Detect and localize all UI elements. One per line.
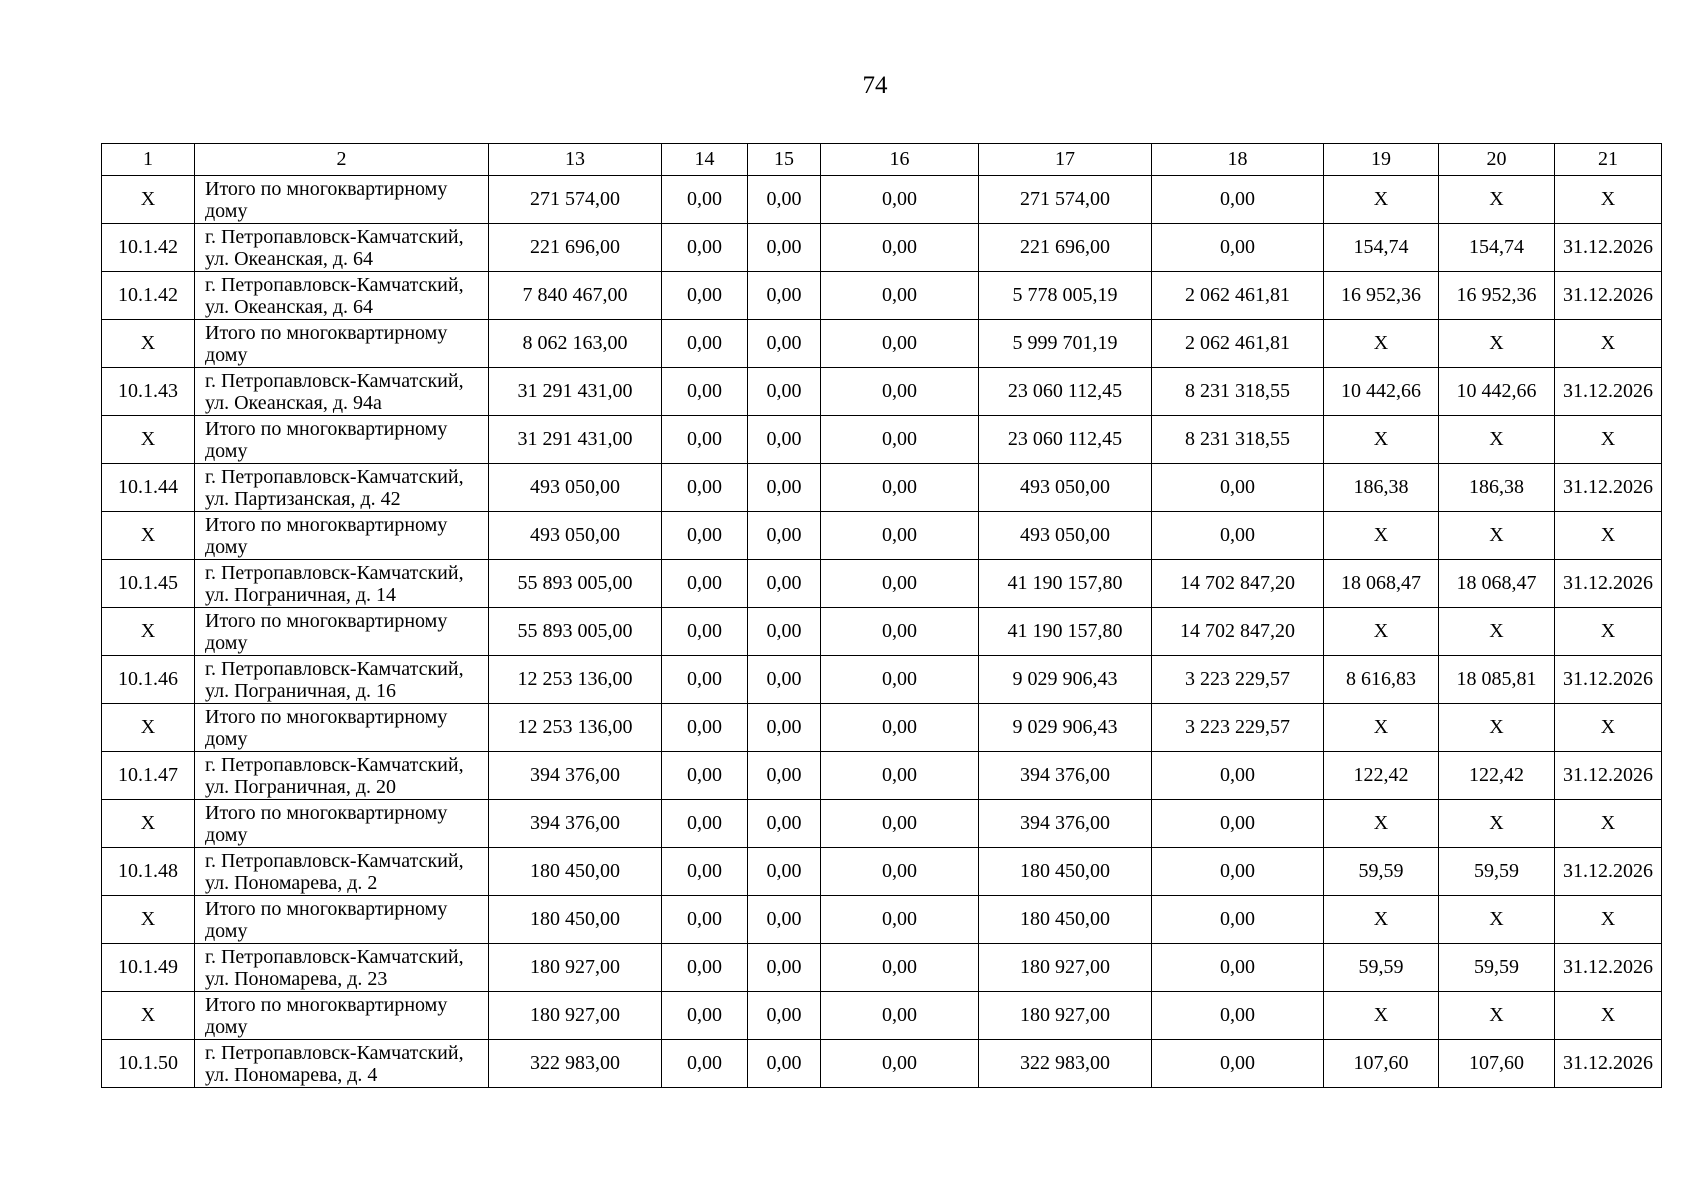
row-id-cell: 10.1.47 — [102, 752, 195, 800]
value-cell: 0,00 — [1152, 224, 1324, 272]
value-cell: 9 029 906,43 — [979, 656, 1152, 704]
value-cell: 0,00 — [821, 368, 979, 416]
value-cell: 0,00 — [662, 800, 748, 848]
address-cell: г. Петропавловск-Камчатский, ул. Океанская, д. 94а — [195, 368, 489, 416]
value-cell: 9 029 906,43 — [979, 704, 1152, 752]
value-cell: 0,00 — [821, 800, 979, 848]
table-row — [102, 512, 1662, 560]
table-row — [102, 944, 1662, 992]
column-number-cell: 13 — [489, 144, 662, 176]
value-cell: Х — [1439, 416, 1555, 464]
value-cell: 31.12.2026 — [1555, 368, 1662, 416]
value-cell: 0,00 — [748, 992, 821, 1040]
value-cell: 0,00 — [748, 320, 821, 368]
address-cell: г. Петропавловск-Камчатский, ул. Океанская, д. 64 — [195, 272, 489, 320]
value-cell: 0,00 — [821, 752, 979, 800]
row-id-cell: 10.1.44 — [102, 464, 195, 512]
address-cell: г. Петропавловск-Камчатский, ул. Пограничная, д. 14 — [195, 560, 489, 608]
value-cell: 0,00 — [748, 944, 821, 992]
table-row — [102, 800, 1662, 848]
value-cell: 0,00 — [821, 464, 979, 512]
address-cell: Итого по многоквартирному дому — [195, 800, 489, 848]
value-cell: 122,42 — [1324, 752, 1439, 800]
value-cell: 493 050,00 — [979, 512, 1152, 560]
value-cell: 0,00 — [821, 1040, 979, 1088]
value-cell: 8 062 163,00 — [489, 320, 662, 368]
value-cell: 493 050,00 — [979, 464, 1152, 512]
column-number-cell: 20 — [1439, 144, 1555, 176]
value-cell: 23 060 112,45 — [979, 368, 1152, 416]
value-cell: 180 927,00 — [489, 944, 662, 992]
value-cell: 31.12.2026 — [1555, 752, 1662, 800]
value-cell: 180 450,00 — [979, 848, 1152, 896]
value-cell: 59,59 — [1324, 848, 1439, 896]
table-row — [102, 224, 1662, 272]
value-cell: 0,00 — [748, 560, 821, 608]
value-cell: Х — [1439, 320, 1555, 368]
row-id-cell: 10.1.48 — [102, 848, 195, 896]
value-cell: Х — [1324, 512, 1439, 560]
row-id-cell: Х — [102, 800, 195, 848]
value-cell: 0,00 — [1152, 944, 1324, 992]
value-cell: 0,00 — [1152, 512, 1324, 560]
value-cell: 0,00 — [1152, 464, 1324, 512]
value-cell: 0,00 — [1152, 800, 1324, 848]
value-cell: 0,00 — [662, 944, 748, 992]
value-cell: 31.12.2026 — [1555, 1040, 1662, 1088]
value-cell: 0,00 — [748, 848, 821, 896]
row-id-cell: 10.1.49 — [102, 944, 195, 992]
value-cell: 394 376,00 — [489, 800, 662, 848]
value-cell: Х — [1555, 800, 1662, 848]
value-cell: 180 450,00 — [489, 896, 662, 944]
value-cell: 41 190 157,80 — [979, 608, 1152, 656]
column-number-cell: 2 — [195, 144, 489, 176]
value-cell: 0,00 — [662, 752, 748, 800]
value-cell: 0,00 — [821, 416, 979, 464]
row-id-cell: Х — [102, 176, 195, 224]
value-cell: 0,00 — [662, 656, 748, 704]
value-cell: 0,00 — [821, 848, 979, 896]
value-cell: 394 376,00 — [489, 752, 662, 800]
value-cell: 31.12.2026 — [1555, 848, 1662, 896]
column-number-cell: 19 — [1324, 144, 1439, 176]
value-cell: 0,00 — [821, 896, 979, 944]
table-body — [102, 144, 1662, 1088]
value-cell: 2 062 461,81 — [1152, 320, 1324, 368]
value-cell: 55 893 005,00 — [489, 608, 662, 656]
value-cell: 0,00 — [821, 656, 979, 704]
value-cell: 394 376,00 — [979, 752, 1152, 800]
table-row — [102, 752, 1662, 800]
row-id-cell: Х — [102, 512, 195, 560]
value-cell: 0,00 — [662, 992, 748, 1040]
row-id-cell: 10.1.42 — [102, 224, 195, 272]
value-cell: 0,00 — [748, 416, 821, 464]
value-cell: 16 952,36 — [1439, 272, 1555, 320]
value-cell: 59,59 — [1324, 944, 1439, 992]
value-cell: 31 291 431,00 — [489, 416, 662, 464]
value-cell: 2 062 461,81 — [1152, 272, 1324, 320]
table-row — [102, 1040, 1662, 1088]
page-number: 74 — [862, 72, 888, 99]
value-cell: 0,00 — [748, 272, 821, 320]
column-number-cell: 15 — [748, 144, 821, 176]
table-row — [102, 464, 1662, 512]
value-cell: 0,00 — [662, 416, 748, 464]
table-row — [102, 704, 1662, 752]
value-cell: 0,00 — [662, 848, 748, 896]
table-row — [102, 560, 1662, 608]
address-cell: Итого по многоквартирному дому — [195, 608, 489, 656]
value-cell: Х — [1324, 800, 1439, 848]
value-cell: 31.12.2026 — [1555, 560, 1662, 608]
value-cell: 18 068,47 — [1324, 560, 1439, 608]
value-cell: Х — [1555, 320, 1662, 368]
column-number-cell: 18 — [1152, 144, 1324, 176]
value-cell: 0,00 — [1152, 752, 1324, 800]
value-cell: 0,00 — [821, 272, 979, 320]
value-cell: 271 574,00 — [979, 176, 1152, 224]
value-cell: 31 291 431,00 — [489, 368, 662, 416]
table-row — [102, 608, 1662, 656]
value-cell: 5 999 701,19 — [979, 320, 1152, 368]
address-cell: г. Петропавловск-Камчатский, ул. Пономарева, д. 23 — [195, 944, 489, 992]
value-cell: 186,38 — [1439, 464, 1555, 512]
value-cell: 31.12.2026 — [1555, 272, 1662, 320]
value-cell: 0,00 — [821, 560, 979, 608]
value-cell: 8 231 318,55 — [1152, 416, 1324, 464]
value-cell: 16 952,36 — [1324, 272, 1439, 320]
value-cell: 55 893 005,00 — [489, 560, 662, 608]
value-cell: 180 450,00 — [489, 848, 662, 896]
value-cell: Х — [1555, 704, 1662, 752]
value-cell: 0,00 — [821, 512, 979, 560]
value-cell: 0,00 — [662, 1040, 748, 1088]
value-cell: 322 983,00 — [979, 1040, 1152, 1088]
value-cell: 3 223 229,57 — [1152, 656, 1324, 704]
value-cell: 14 702 847,20 — [1152, 608, 1324, 656]
value-cell: 0,00 — [662, 272, 748, 320]
value-cell: 0,00 — [748, 512, 821, 560]
value-cell: 122,42 — [1439, 752, 1555, 800]
table-row — [102, 320, 1662, 368]
address-cell: Итого по многоквартирному дому — [195, 320, 489, 368]
table-row — [102, 896, 1662, 944]
table-row — [102, 992, 1662, 1040]
address-cell: г. Петропавловск-Камчатский, ул. Пограничная, д. 16 — [195, 656, 489, 704]
value-cell: 271 574,00 — [489, 176, 662, 224]
value-cell: Х — [1324, 416, 1439, 464]
value-cell: 186,38 — [1324, 464, 1439, 512]
value-cell: 0,00 — [662, 224, 748, 272]
address-cell: Итого по многоквартирному дому — [195, 896, 489, 944]
value-cell: Х — [1324, 176, 1439, 224]
value-cell: 107,60 — [1324, 1040, 1439, 1088]
value-cell: 0,00 — [748, 608, 821, 656]
value-cell: 0,00 — [662, 176, 748, 224]
row-id-cell: Х — [102, 416, 195, 464]
address-cell: Итого по многоквартирному дому — [195, 512, 489, 560]
value-cell: Х — [1439, 512, 1555, 560]
value-cell: 493 050,00 — [489, 464, 662, 512]
row-id-cell: 10.1.45 — [102, 560, 195, 608]
value-cell: 0,00 — [662, 896, 748, 944]
data-table — [101, 143, 1662, 1088]
value-cell: 0,00 — [821, 944, 979, 992]
value-cell: 31.12.2026 — [1555, 464, 1662, 512]
value-cell: 0,00 — [662, 704, 748, 752]
value-cell: 0,00 — [662, 608, 748, 656]
value-cell: 180 927,00 — [979, 944, 1152, 992]
value-cell: 180 450,00 — [979, 896, 1152, 944]
value-cell: 0,00 — [748, 1040, 821, 1088]
value-cell: 0,00 — [748, 656, 821, 704]
address-cell: г. Петропавловск-Камчатский, ул. Партизанская, д. 42 — [195, 464, 489, 512]
value-cell: 180 927,00 — [979, 992, 1152, 1040]
value-cell: 0,00 — [748, 704, 821, 752]
table-row — [102, 272, 1662, 320]
row-id-cell: Х — [102, 320, 195, 368]
value-cell: 0,00 — [821, 320, 979, 368]
value-cell: 0,00 — [662, 464, 748, 512]
value-cell: 31.12.2026 — [1555, 656, 1662, 704]
row-id-cell: 10.1.50 — [102, 1040, 195, 1088]
value-cell: 0,00 — [821, 608, 979, 656]
row-id-cell: Х — [102, 704, 195, 752]
value-cell: 221 696,00 — [489, 224, 662, 272]
address-cell: г. Петропавловск-Камчатский, ул. Океанская, д. 64 — [195, 224, 489, 272]
column-number-cell: 1 — [102, 144, 195, 176]
value-cell: 0,00 — [748, 896, 821, 944]
address-cell: Итого по многоквартирному дому — [195, 704, 489, 752]
value-cell: Х — [1439, 800, 1555, 848]
value-cell: Х — [1324, 704, 1439, 752]
value-cell: 0,00 — [748, 176, 821, 224]
value-cell: 31.12.2026 — [1555, 224, 1662, 272]
row-id-cell: 10.1.46 — [102, 656, 195, 704]
column-number-row — [102, 144, 1662, 176]
value-cell: 41 190 157,80 — [979, 560, 1152, 608]
value-cell: 10 442,66 — [1324, 368, 1439, 416]
column-number-cell: 16 — [821, 144, 979, 176]
value-cell: 5 778 005,19 — [979, 272, 1152, 320]
value-cell: 221 696,00 — [979, 224, 1152, 272]
value-cell: 31.12.2026 — [1555, 944, 1662, 992]
value-cell: 180 927,00 — [489, 992, 662, 1040]
row-id-cell: 10.1.43 — [102, 368, 195, 416]
value-cell: Х — [1439, 704, 1555, 752]
value-cell: 0,00 — [821, 176, 979, 224]
value-cell: 0,00 — [1152, 176, 1324, 224]
column-number-cell: 14 — [662, 144, 748, 176]
value-cell: 0,00 — [1152, 848, 1324, 896]
value-cell: Х — [1555, 992, 1662, 1040]
value-cell: 0,00 — [662, 320, 748, 368]
value-cell: 0,00 — [662, 368, 748, 416]
value-cell: 0,00 — [748, 368, 821, 416]
value-cell: 8 616,83 — [1324, 656, 1439, 704]
value-cell: 18 068,47 — [1439, 560, 1555, 608]
table-row — [102, 416, 1662, 464]
value-cell: 0,00 — [1152, 896, 1324, 944]
value-cell: 59,59 — [1439, 944, 1555, 992]
value-cell: 0,00 — [1152, 992, 1324, 1040]
address-cell: г. Петропавловск-Камчатский, ул. Пограничная, д. 20 — [195, 752, 489, 800]
value-cell: 0,00 — [748, 800, 821, 848]
column-number-cell: 17 — [979, 144, 1152, 176]
value-cell: 154,74 — [1324, 224, 1439, 272]
value-cell: 23 060 112,45 — [979, 416, 1152, 464]
address-cell: г. Петропавловск-Камчатский, ул. Пономарева, д. 2 — [195, 848, 489, 896]
value-cell: 18 085,81 — [1439, 656, 1555, 704]
value-cell: 0,00 — [662, 512, 748, 560]
value-cell: 154,74 — [1439, 224, 1555, 272]
value-cell: Х — [1324, 608, 1439, 656]
address-cell: Итого по многоквартирному дому — [195, 992, 489, 1040]
value-cell: 0,00 — [1152, 1040, 1324, 1088]
value-cell: Х — [1439, 896, 1555, 944]
value-cell: Х — [1439, 176, 1555, 224]
value-cell: 0,00 — [748, 752, 821, 800]
value-cell: Х — [1555, 176, 1662, 224]
table-row — [102, 368, 1662, 416]
value-cell: 0,00 — [821, 992, 979, 1040]
value-cell: 0,00 — [748, 464, 821, 512]
row-id-cell: Х — [102, 992, 195, 1040]
value-cell: Х — [1439, 608, 1555, 656]
address-cell: Итого по многоквартирному дому — [195, 416, 489, 464]
value-cell: Х — [1324, 320, 1439, 368]
value-cell: 8 231 318,55 — [1152, 368, 1324, 416]
table-row — [102, 656, 1662, 704]
value-cell: Х — [1555, 512, 1662, 560]
value-cell: Х — [1324, 992, 1439, 1040]
value-cell: 59,59 — [1439, 848, 1555, 896]
value-cell: 0,00 — [748, 224, 821, 272]
row-id-cell: Х — [102, 608, 195, 656]
table-row — [102, 848, 1662, 896]
value-cell: 0,00 — [821, 224, 979, 272]
address-cell: Итого по многоквартирному дому — [195, 176, 489, 224]
value-cell: Х — [1555, 416, 1662, 464]
value-cell: 0,00 — [662, 560, 748, 608]
value-cell: Х — [1555, 608, 1662, 656]
value-cell: Х — [1439, 992, 1555, 1040]
row-id-cell: 10.1.42 — [102, 272, 195, 320]
value-cell: Х — [1555, 896, 1662, 944]
value-cell: 322 983,00 — [489, 1040, 662, 1088]
value-cell: 394 376,00 — [979, 800, 1152, 848]
value-cell: 14 702 847,20 — [1152, 560, 1324, 608]
value-cell: 10 442,66 — [1439, 368, 1555, 416]
value-cell: 107,60 — [1439, 1040, 1555, 1088]
table-row — [102, 176, 1662, 224]
value-cell: 12 253 136,00 — [489, 656, 662, 704]
value-cell: Х — [1324, 896, 1439, 944]
value-cell: 3 223 229,57 — [1152, 704, 1324, 752]
value-cell: 12 253 136,00 — [489, 704, 662, 752]
row-id-cell: Х — [102, 896, 195, 944]
address-cell: г. Петропавловск-Камчатский, ул. Пономарева, д. 4 — [195, 1040, 489, 1088]
value-cell: 0,00 — [821, 704, 979, 752]
column-number-cell: 21 — [1555, 144, 1662, 176]
value-cell: 493 050,00 — [489, 512, 662, 560]
value-cell: 7 840 467,00 — [489, 272, 662, 320]
